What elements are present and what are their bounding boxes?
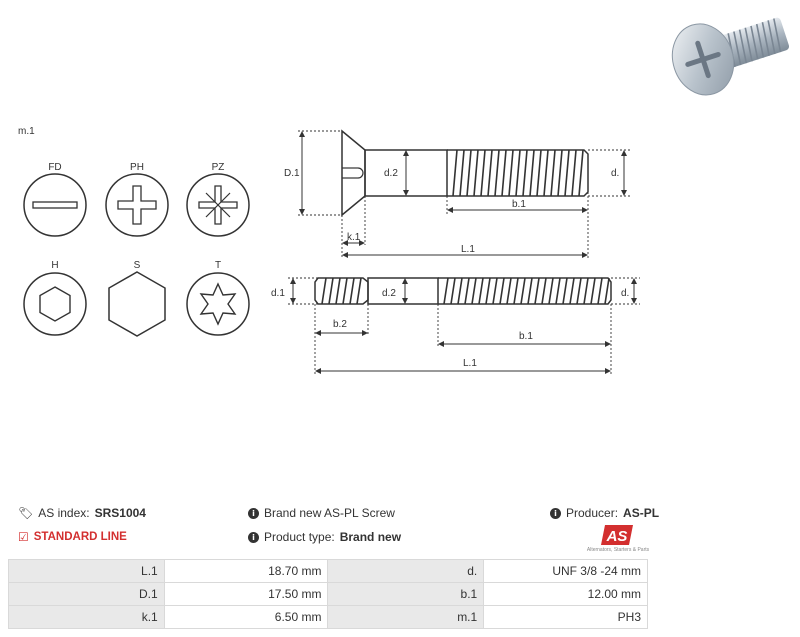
drive-code-t: T [214, 260, 222, 271]
spec-label: d. [328, 560, 484, 583]
product-line [248, 506, 395, 520]
drive-type-label: m.1 [18, 126, 35, 137]
product-info [18, 504, 660, 552]
producer-value: AS-PL [623, 506, 660, 520]
spec-label: b.1 [328, 583, 484, 606]
spec-label: D.1 [9, 583, 165, 606]
dim-L1-top: L.1 [461, 244, 475, 255]
drive-code-s: S [133, 260, 141, 271]
dim-b1-bottom: b.1 [519, 331, 533, 342]
product-type-label: Product type: [264, 530, 335, 544]
as-index-label: AS index: [38, 506, 90, 520]
dim-d2-top: d.2 [384, 168, 398, 179]
spec-label: k.1 [9, 606, 165, 629]
info-icon: i [248, 508, 259, 519]
drive-code-h: H [51, 260, 59, 271]
spec-value: PH3 [484, 606, 648, 629]
table-row [9, 560, 648, 583]
dim-L1-bottom: L.1 [463, 358, 477, 369]
brand-logo-tagline: Alternators, Starters & Parts [586, 547, 650, 553]
standard-line [18, 530, 127, 544]
dim-d-bottom: d. [621, 288, 630, 299]
drive-code-ph: PH [130, 162, 144, 173]
hex-head-drive-icon [109, 272, 165, 336]
spec-value: 6.50 mm [164, 606, 328, 629]
dim-b1-top: b.1 [512, 199, 526, 210]
spec-label: m.1 [328, 606, 484, 629]
as-index-value: SRS1004 [94, 506, 146, 520]
pozidriv-drive-icon [187, 174, 249, 236]
dim-k1-top: k.1 [347, 232, 361, 243]
spec-value: 12.00 mm [484, 583, 648, 606]
torx-drive-icon [187, 273, 249, 335]
table-row [9, 583, 648, 606]
table-row [9, 606, 648, 629]
product-type-value: Brand new [339, 530, 402, 544]
info-icon: i [248, 532, 259, 543]
spec-value: 17.50 mm [164, 583, 328, 606]
dim-D1-top: D.1 [284, 168, 300, 179]
drive-code-fd: FD [48, 162, 62, 173]
brand-logo [583, 523, 653, 553]
slotted-drive-icon [24, 174, 86, 236]
dim-d1-bottom: d.1 [271, 288, 285, 299]
producer-label: Producer: [566, 506, 619, 520]
phillips-drive-icon [106, 174, 168, 236]
info-icon: i [550, 508, 561, 519]
spec-value: 18.70 mm [164, 560, 328, 583]
dim-d2-bottom: d.2 [382, 288, 396, 299]
brand-logo-text: AS [606, 528, 628, 545]
dim-d-top: d. [611, 168, 620, 179]
dim-b2-bottom: b.2 [333, 319, 347, 330]
standard-line-label: STANDARD LINE [33, 531, 127, 543]
drive-code-pz: PZ [211, 162, 225, 173]
checkbox-checked-icon: ☑ [18, 530, 29, 544]
product-line-text: Brand new AS-PL Screw [264, 506, 395, 520]
producer [550, 506, 659, 520]
specs-table [8, 559, 648, 629]
as-index [18, 506, 146, 520]
product-type [248, 530, 401, 544]
spec-value: UNF 3/8 -24 mm [484, 560, 648, 583]
hex-socket-drive-icon [24, 273, 86, 335]
brand-logo-mark [583, 523, 653, 547]
spec-label: L.1 [9, 560, 165, 583]
threaded-stud-drawing [315, 278, 611, 304]
tag-icon: 🏷 [18, 506, 34, 520]
countersunk-screw-drawing [342, 131, 588, 215]
